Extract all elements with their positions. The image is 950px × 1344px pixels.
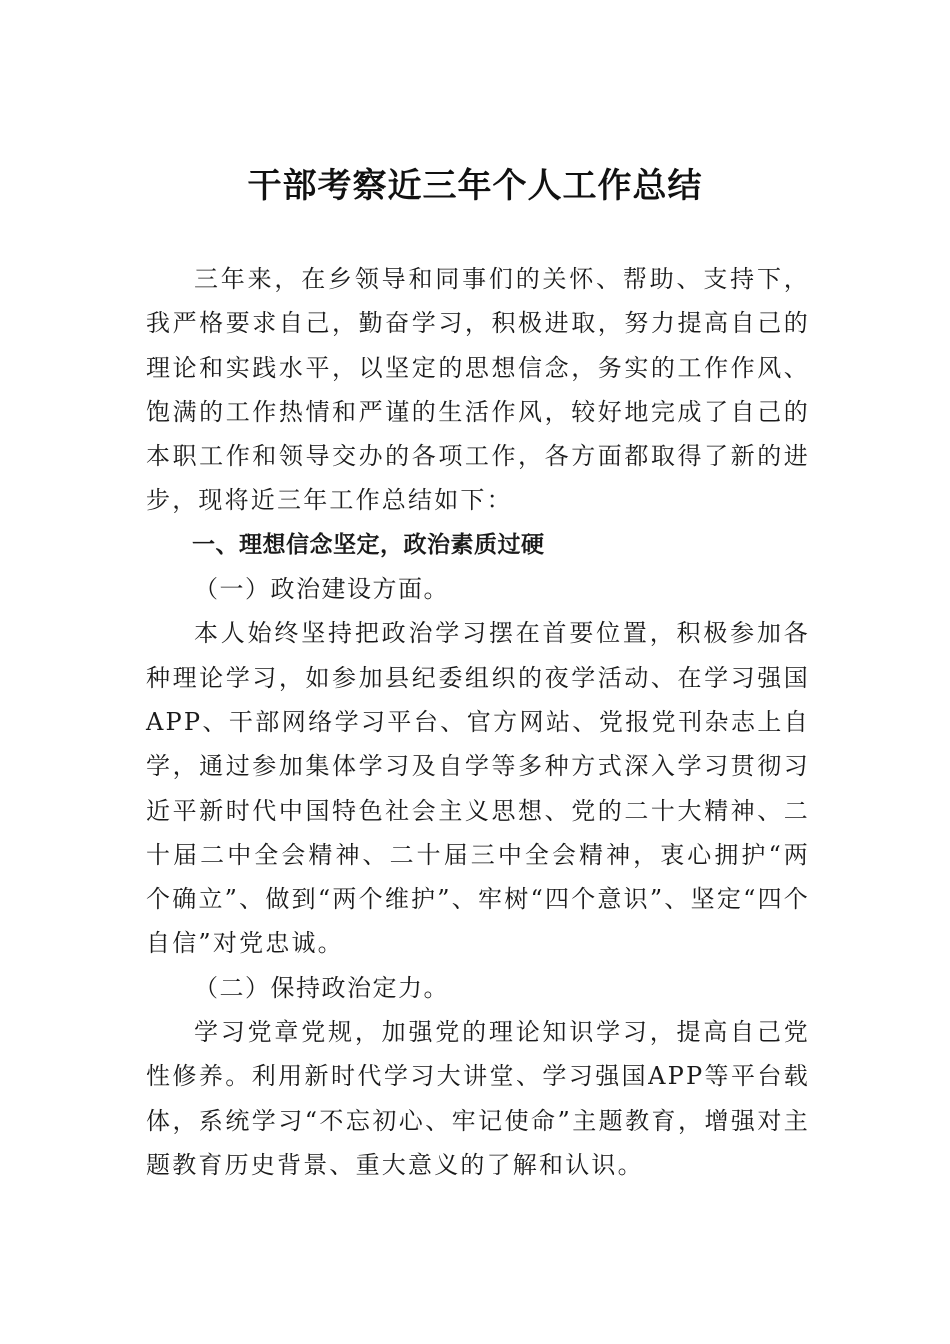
intro-paragraph: 三年来，在乡领导和同事们的关怀、帮助、支持下，我严格要求自己，勤奋学习，积极进取，努力提高自己的理论和实践水平，以坚定的思想信念，务实的工作作风、饱满的工作热情和严谨的生活作风，较好地完成了自己的本职工作和领导交办的各项工作，各方面都取得了新的进步，现将近三年工作总结如下： — [146, 265, 810, 515]
document-title: 干部考察近三年个人工作总结 — [247, 166, 703, 206]
section-heading-1: 一、理想信念坚定，政治素质过硬 — [192, 531, 545, 558]
subsection-heading-1: （一）政治建设方面。 — [194, 575, 449, 604]
party-rules-paragraph: 学习党章党规，加强党的理论知识学习，提高自己党性修养。利用新时代学习大讲堂、学习强国APP等平台载体，系统学习“不忘初心、牢记使命”主题教育，增强对主题教育历史背景、重大意义的了解和认识。 — [146, 1018, 810, 1179]
political-study-paragraph: 本人始终坚持把政治学习摆在首要位置，积极参加各种理论学习，如参加县纪委组织的夜学活动、在学习强国APP、干部网络学习平台、官方网站、党报党刊杂志上自学，通过参加集体学习及自学等多种方式深入学习贯彻习近平新时代中国特色社会主义思想、党的二十大精神、二十届二中全会精神、二十届三中全会精神，衷心拥护“两个确立”、做到“两个维护”、牢树“四个意识”、坚定“四个自信”对党忠诚。 — [146, 619, 810, 958]
document-body — [146, 257, 810, 1187]
subsection-heading-2: （二）保持政治定力。 — [194, 973, 449, 1002]
